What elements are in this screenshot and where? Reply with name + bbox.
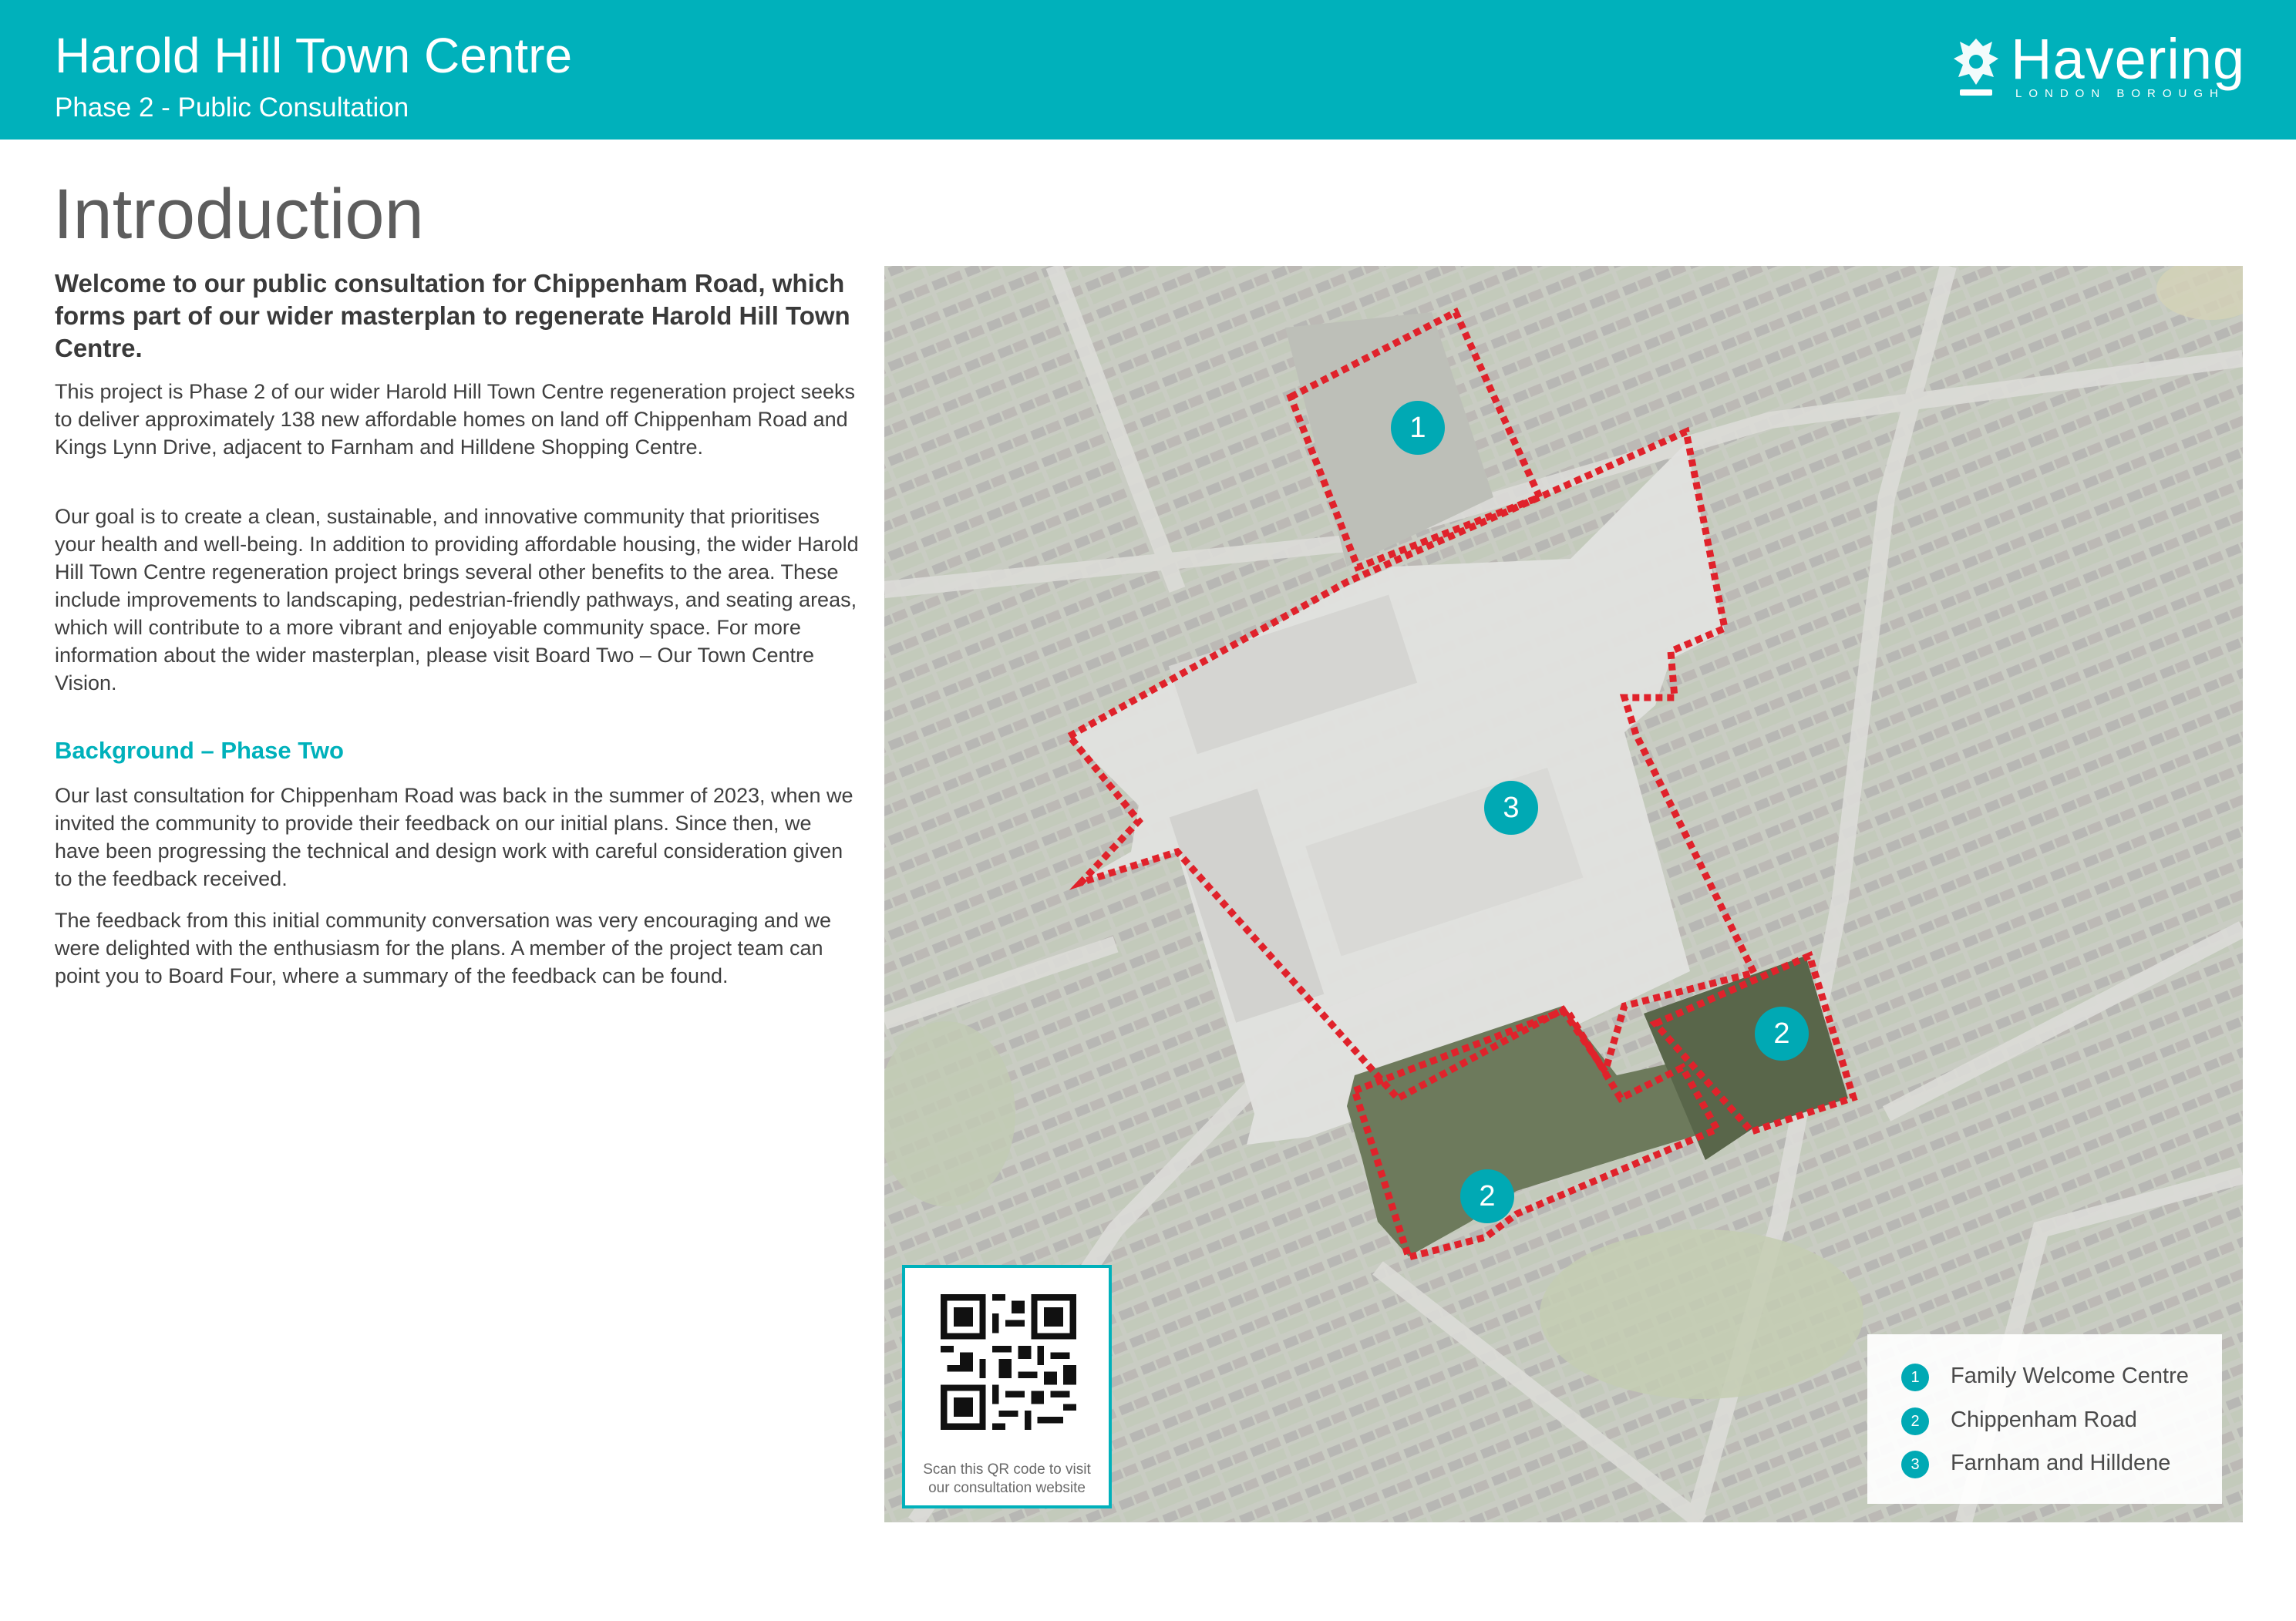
site-marker-chippenham-road-west: 2 <box>1460 1169 1514 1223</box>
logo-subtitle: LONDON BOROUGH <box>2015 87 2225 100</box>
legend-number-badge: 1 <box>1901 1364 1929 1391</box>
intro-paragraph-2: Our goal is to create a clean, sustainable, and innovative community that prioritises your health and well-being. In addition to providing affordable housing, the wider Harold Hill Town Centre regeneration project brings several other benefits to the area. These include improvements to landscaping, pedestrian-friendly pathways, and seating areas, which will contribute to a more vibrant and enjoyable community space. For more information about the wider masterplan, please visit Board Two – Our Town Centre Vision. <box>55 505 859 694</box>
logo-wordmark: Havering <box>2011 27 2246 91</box>
site-marker-chippenham-road-east: 2 <box>1755 1007 1809 1061</box>
legend-number-badge: 2 <box>1901 1407 1929 1435</box>
background-paragraph-1: Our last consultation for Chippenham Road was back in the summer of 2023, when we invited the community to provide their feedback on our initial plans. Since then, we have been progressing the technical and design work with careful consideration given to the feedback received. <box>55 784 853 890</box>
header-bar <box>0 0 2296 140</box>
havering-logo <box>1949 27 2246 108</box>
qr-caption: Scan this QR code to visit our consultation website <box>923 1461 1091 1496</box>
intro-paragraph-1: This project is Phase 2 of our wider Harold Hill Town Centre regeneration project seeks to deliver approximately 138 new affordable homes on land off Chippenham Road and Kings Lynn Drive, adjacent to Farnham and Hilldene Shopping Centre. <box>55 380 855 459</box>
legend-number-badge: 3 <box>1901 1451 1929 1478</box>
lead-paragraph: Welcome to our public consultation for Chippenham Road, which forms part of our wider masterplan to regenerate Harold Hill Town Centre. <box>55 269 850 362</box>
aerial-site-map <box>884 266 2243 1522</box>
qr-code[interactable] <box>941 1294 1076 1430</box>
legend-label: Family Welcome Centre <box>1951 1364 2189 1388</box>
page-title: Introduction <box>53 175 424 254</box>
site-marker-farnham-hilldene: 3 <box>1484 781 1538 835</box>
background-paragraph-2: The feedback from this initial community conversation was very encouraging and we were delighted with the enthusiasm for the plans. A member of the project team can point you to Board Four, where a summary of the feedback can be found. <box>55 909 831 987</box>
site-marker-family-welcome-centre: 1 <box>1391 401 1445 455</box>
legend-label: Farnham and Hilldene <box>1951 1451 2171 1475</box>
header-title: Harold Hill Town Centre <box>55 28 573 83</box>
map-legend <box>1867 1334 2222 1504</box>
crest-icon <box>1949 34 2003 100</box>
header-subtitle: Phase 2 - Public Consultation <box>55 92 409 123</box>
qr-code-panel <box>902 1265 1112 1508</box>
background-heading: Background – Phase Two <box>55 737 344 764</box>
legend-label: Chippenham Road <box>1951 1407 2137 1432</box>
